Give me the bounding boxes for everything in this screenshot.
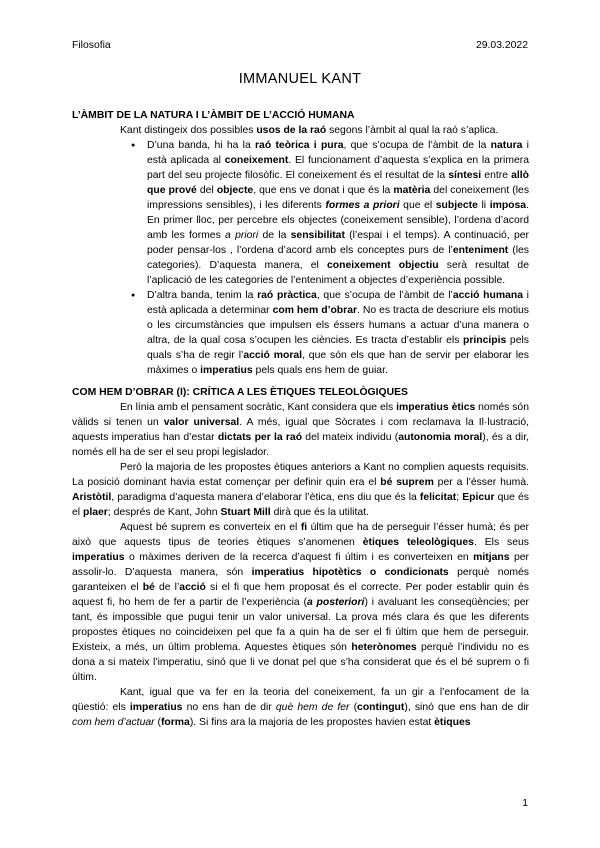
bold-term: imperatius ètics [396,402,476,413]
bold-term: ètiques [434,717,471,728]
bold-term: principis [463,335,507,346]
bold-term: coneixement [224,155,289,166]
bold-term: síntesi [448,170,482,181]
bold-term: com hem d’obrar [272,305,358,316]
header-subject: Filosofia [72,40,111,51]
bullet-item-theoretical-reason: ● D’una banda, hi ha la raó teòrica i pura, que s’ocupa de l’àmbit de la natura i està aplicada al coneixement. El funcionament d’aquesta s’explica en la primera part del seu projecte filosòfic. El coneixement és el resultat de la síntesi entre allò que prové del objecte, que ens ve donat i que és la matèria del coneixement (les impressions sensibles), i les diferents formes a priori que el subjecte li imposa. En primer lloc, per percebre els objectes (coneixement sensible), l’ordena d’acord amb les formes a priori de la sensibilitat (l’espai i el temps). A continuació, per poder pensar-los , l’ordena d’acord amb els conceptes purs de l’enteniment (les categories). D’aquesta manera, el coneixement objectiu serà resultat de l’aplicació de les categories de l’enteniment a objectes d’experiència possible. [147,138,529,288]
document-body [72,109,529,730]
bold-term: fi [300,522,308,533]
bold-term: imposa [489,200,527,211]
bold-term: dictats per la raó [217,432,303,443]
document-title: IMMANUEL KANT [238,71,362,87]
paragraph-2: Però la majoria de les propostes ètiques anteriors a Kant no complien aquests requisits. La posició dominant havia estat començar per definir quin era el bé suprem per a l’ésser humà. Aristòtil, paradigma d’aquesta manera d’elaborar l’ètica, ens diu que és la felicitat; Epicur que és el plaer; després de Kant, John Stuart Mill dirà que és la utilitat. [72,462,529,518]
page-number: 1 [522,798,528,809]
italic-term: com hem d’actuar [72,717,155,728]
bold-term: objecte [216,185,254,196]
bold-term: matèria [393,185,431,196]
bold-term: acció moral [243,350,303,361]
bold-term: coneixement objectiu [327,260,439,271]
paragraph-3: Aquest bé suprem es converteix en el fi últim que ha de perseguir l’ésser humà; és per això que aquests tipus de teories ètiques s’anomenen ètiques teleològiques. Els seus imperatius o màximes deriven de la recerca d’aquest fi últim i es converteixen en mitjans per assolir-lo. D’aquesta manera, són imperatius hipotètics o condicionats perquè només garanteixen el bé de l’acció si el fi que hem proposat és el correcte. Per poder establir quin és aquest fi, ho hem de fer a partir de l’experiència (a posteriori) i avaluant les conseqüències; per tant, és impossible que pugui tenir un valor universal. La prova més clara és que les diferents propostes ètiques no coincideixen pel que fa a quin ha de ser el fi últim que hem de perseguir. Existeix, a més, un últim problema. Aquestes ètiques són heterònomes perquè l’individu no es dona a si mateix l’imperatiu, sinó que li ve donat pel que s’ha considerat que és el bé suprem o fi últim. [72,522,530,683]
bold-term: Aristòtil [72,492,112,503]
section-1-bullet-list [72,138,529,378]
bold-term: bé [142,582,155,593]
bold-term: acció humana [452,290,523,301]
bold-term: raó pràctica [257,290,317,301]
bold-term: a posteriori [306,597,365,608]
paragraph-4: Kant, igual que va fer en la teoria del coneixement, fa un gir a l’enfocament de la qüestió: els imperatius no ens han de dir què hem de fer (contingut), sinó que ens han de dir com hem d’actuar (forma). Si fins ara la majoria de les propostes havien estat ètiques [72,687,529,728]
section-heading-1: L’ÀMBIT DE LA NATURA I L’ÀMBIT DE L’ACCIÓ HUMANA [72,110,355,121]
paragraph-1: En línia amb el pensament socràtic, Kant considera que els imperatius ètics només són vàlids si tenen un valor universal. A més, igual que Sòcrates i com reclamava la Il·lustració, aquests imperatius han d’estar dictats per la raó del mateix individu (autonomia moral), és a dir, només ell ha de ser el seu propi legislador. [72,402,529,458]
bold-term: autonomia moral [398,432,483,443]
bold-term: natura [490,140,523,151]
bold-term: imperatius [200,365,253,376]
italic-term: què hem de fer [275,702,350,713]
bold-term: usos de la raó [256,125,327,136]
section-heading-2: COM HEM D’OBRAR (I): CRÍTICA A LES ÈTIQUES TELEOLÒGIQUES [72,387,408,398]
bold-term: sensibilitat [290,230,345,241]
bold-term: acció [179,582,206,593]
bold-term: contingut [357,702,405,713]
bold-term: Stuart Mill [220,507,271,518]
bold-term: raó teòrica i pura [255,140,344,151]
bold-term: imperatius [129,702,183,713]
bullet-item-practical-reason: ● D’altra banda, tenim la raó pràctica, que s’ocupa de l’àmbit de l’acció humana i està aplicada a determinar com hem d’obrar. No es tracta de descriure els motius o les circumstàncies que impulsen els éssers humans a actuar d’una manera o altra, de la qual cosa s’ocupen les ciències. Es tracta d’establir els principis pels quals s’ha de regir l’acció moral, que són els que han de servir per elaborar les màximes o imperatius pels quals ens hem de guiar. [147,288,529,378]
section-1-intro: Kant distingeix dos possibles usos de la raó segons l’àmbit al qual la raó s’aplica. [120,125,499,136]
bold-term: felicitat [419,492,457,503]
bold-term: valor universal [163,417,240,428]
bold-term: allò que prové [147,170,529,196]
bold-term: forma [160,717,190,728]
bold-term: enteniment [452,245,509,256]
italic-term: a priori [225,230,259,241]
bold-term: formes a priori [325,200,400,211]
bold-term: imperatius [72,552,125,563]
bold-term: subjecte [435,200,478,211]
header-date: 29.03.2022 [475,40,528,51]
bold-term: ètiques teleològiques [362,537,474,548]
bold-term: heterònomes [351,642,417,653]
bold-term: plaer [82,507,108,518]
bold-term: imperatius hipotètics o condicionats [251,567,449,578]
bold-term: Epicur [462,492,495,503]
bold-term: mitjans [473,552,510,563]
bold-term: bé suprem [380,477,434,488]
